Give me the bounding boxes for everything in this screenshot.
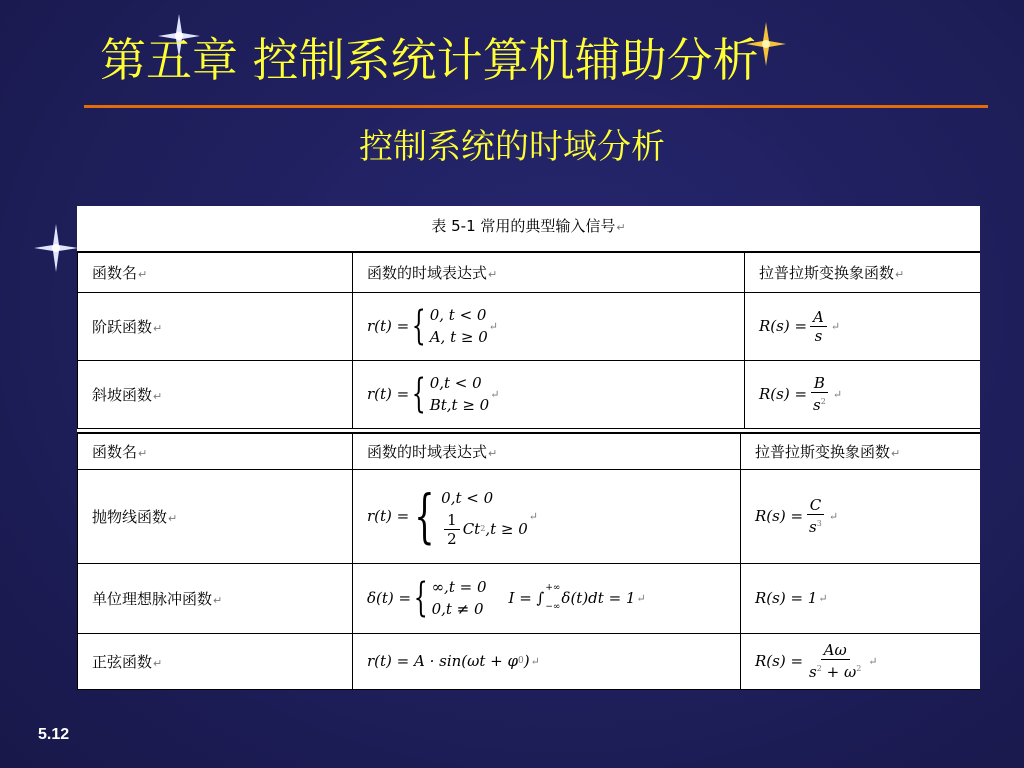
row-name: 斜坡函数↵ (78, 360, 353, 428)
row-time-expression: δ(t) = { ∞,t = 0 0,t ≠ 0 I = ∫ +∞ −∞ δ(t)dt = 1 ↵ (353, 563, 741, 633)
row-laplace: R(s) = $\frac{C}{s^3}$ ↵ (741, 469, 981, 563)
table-row-step (78, 292, 981, 360)
signal-table-upper (77, 251, 980, 429)
header-time-domain: 函数的时域表达式↵ (353, 433, 741, 469)
row-laplace: R(s) = $\frac{B}{s^2}$ ↵ (745, 360, 981, 428)
row-time-expression: r(t) = { 0, t < 0 A, t ≥ 0 ↵ (353, 292, 745, 360)
row-laplace: R(s) = $\frac{A\omega}{s^2 + \omega^2}$ ↵ (741, 633, 981, 689)
row-name: 正弦函数↵ (78, 633, 353, 689)
row-time-expression: r(t) = A · sin(ωt + φ 0 ) ↵ (353, 633, 741, 689)
table-header-row (78, 433, 981, 469)
page-number: 5.12 (38, 726, 70, 743)
row-name: 阶跃函数↵ (78, 292, 353, 360)
table-row-ramp (78, 360, 981, 428)
row-time-expression: r(t) = { 0,t < 0 Bt,t ≥ 0 ↵ (353, 360, 745, 428)
table-row-sine (78, 633, 981, 689)
slide-title: 第五章 控制系统计算机辅助分析 (100, 33, 759, 87)
row-laplace: R(s) = 1 ↵ (741, 563, 981, 633)
header-laplace: 拉普拉斯变换象函数↵ (745, 252, 981, 292)
table-row-impulse (78, 563, 981, 633)
signal-table-image (77, 206, 980, 690)
slide-subtitle: 控制系统的时域分析 (359, 127, 665, 167)
title-divider (84, 105, 988, 108)
row-laplace: R(s) = $\frac{A}{s}$ ↵ (745, 292, 981, 360)
row-time-expression: r(t) = { 0,t < 0 $\frac{1}{2}$ Ct 2 ,t ≥ 0 ↵ (353, 469, 741, 563)
signal-table-lower (77, 432, 980, 690)
table-header-row (78, 252, 981, 292)
header-function-name: 函数名↵ (78, 433, 353, 469)
header-time-domain: 函数的时域表达式↵ (353, 252, 745, 292)
sparkle-star-icon-left (34, 224, 78, 272)
table-row-parabola (78, 469, 981, 563)
header-laplace: 拉普拉斯变换象函数↵ (741, 433, 981, 469)
row-name: 单位理想脉冲函数↵ (78, 563, 353, 633)
table-caption: 表 5-1 常用的典型输入信号↵ (431, 217, 626, 235)
bullet-marker (78, 213, 83, 218)
row-name: 抛物线函数↵ (78, 469, 353, 563)
header-function-name: 函数名↵ (78, 252, 353, 292)
